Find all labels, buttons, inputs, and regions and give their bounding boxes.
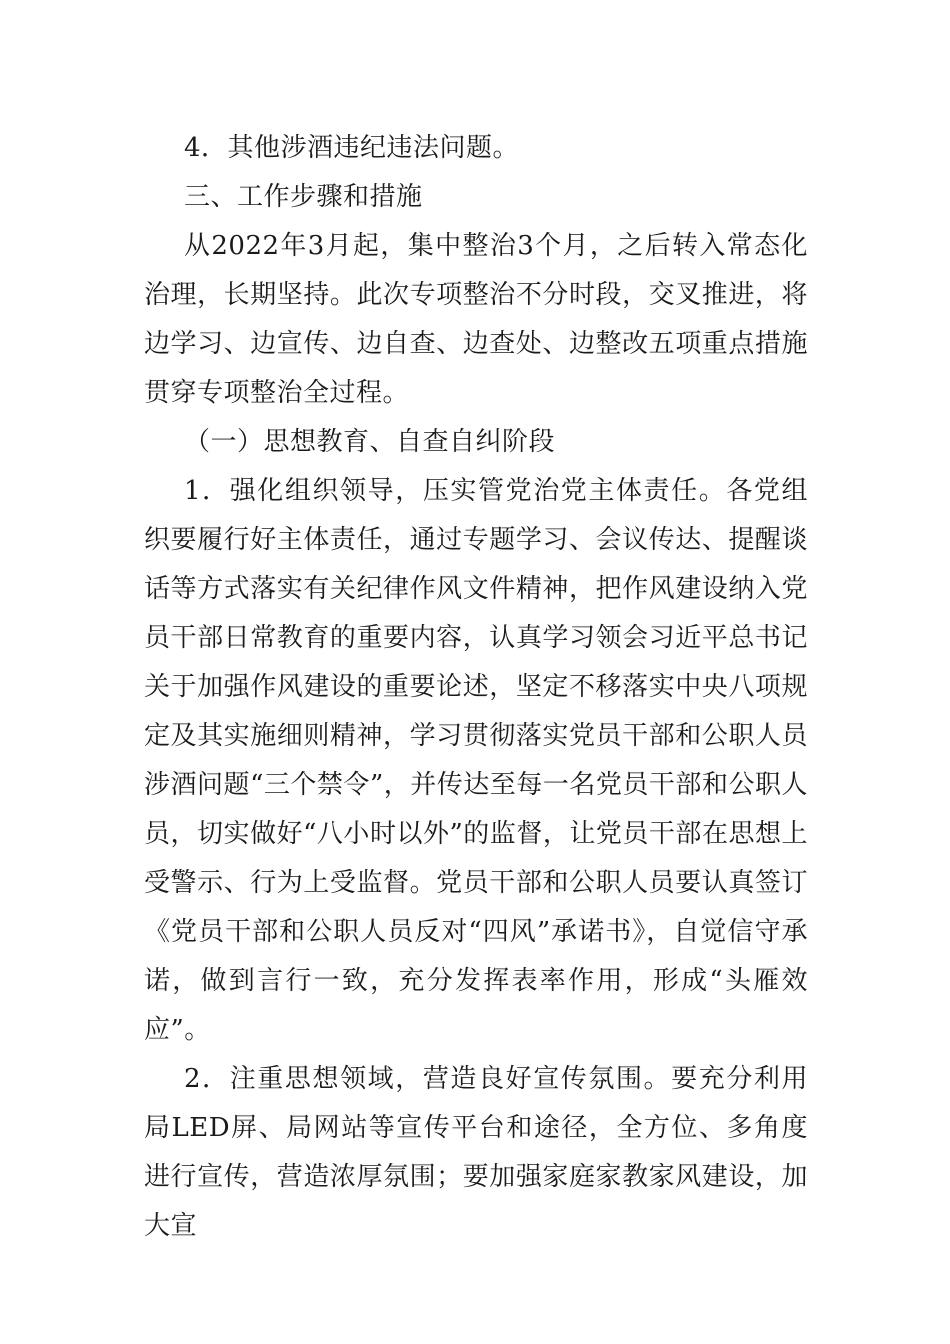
point-1-paragraph: 1．强化组织领导，压实管党治党主体责任。各党组织要履行好主体责任，通过专题学习、会议传达、提醒谈话等方式落实有关纪律作风文件精神，把作风建设纳入党员干部日常教育的重要内容，认真学习领会习近平总书记关于加强作风建设的重要论述，坚定不移落实中央八项规定及其实施细则精神，学习贯彻落实党员干部和公职人员涉酒问题“三个禁令”，并传达至每一名党员干部和公职人员，切实做好“八小时以外”的监督，让党员干部在思想上受警示、行为上受监督。党员干部和公职人员要认真签订《党员干部和公职人员反对“四风”承诺书》，自觉信守承诺，做到言行一致，充分发挥表率作用，形成“头雁效应”。: [144, 476, 808, 1045]
document-body: [144, 124, 808, 1251]
section-title-steps-measures: 三、工作步骤和措施: [184, 182, 423, 212]
list-item-4: 4．其他涉酒违纪违法问题。: [184, 133, 520, 163]
point-2-paragraph: 2．注重思想领域，营造良好宣传氛围。要充分利用局LED屏、局网站等宣传平台和途径，全方位、多角度进行宣传，营造浓厚氛围；要加强家庭家教家风建设，加大宣: [144, 1064, 808, 1241]
section-body-paragraph: 从2022年3月起，集中整治3个月，之后转入常态化治理，长期坚持。此次专项整治不分时段，交叉推进，将边学习、边宣传、边自查、边查处、边整改五项重点措施贯穿专项整治全过程。: [144, 231, 808, 408]
subsection-title-education: （一）思想教育、自查自纠阶段: [184, 427, 556, 457]
